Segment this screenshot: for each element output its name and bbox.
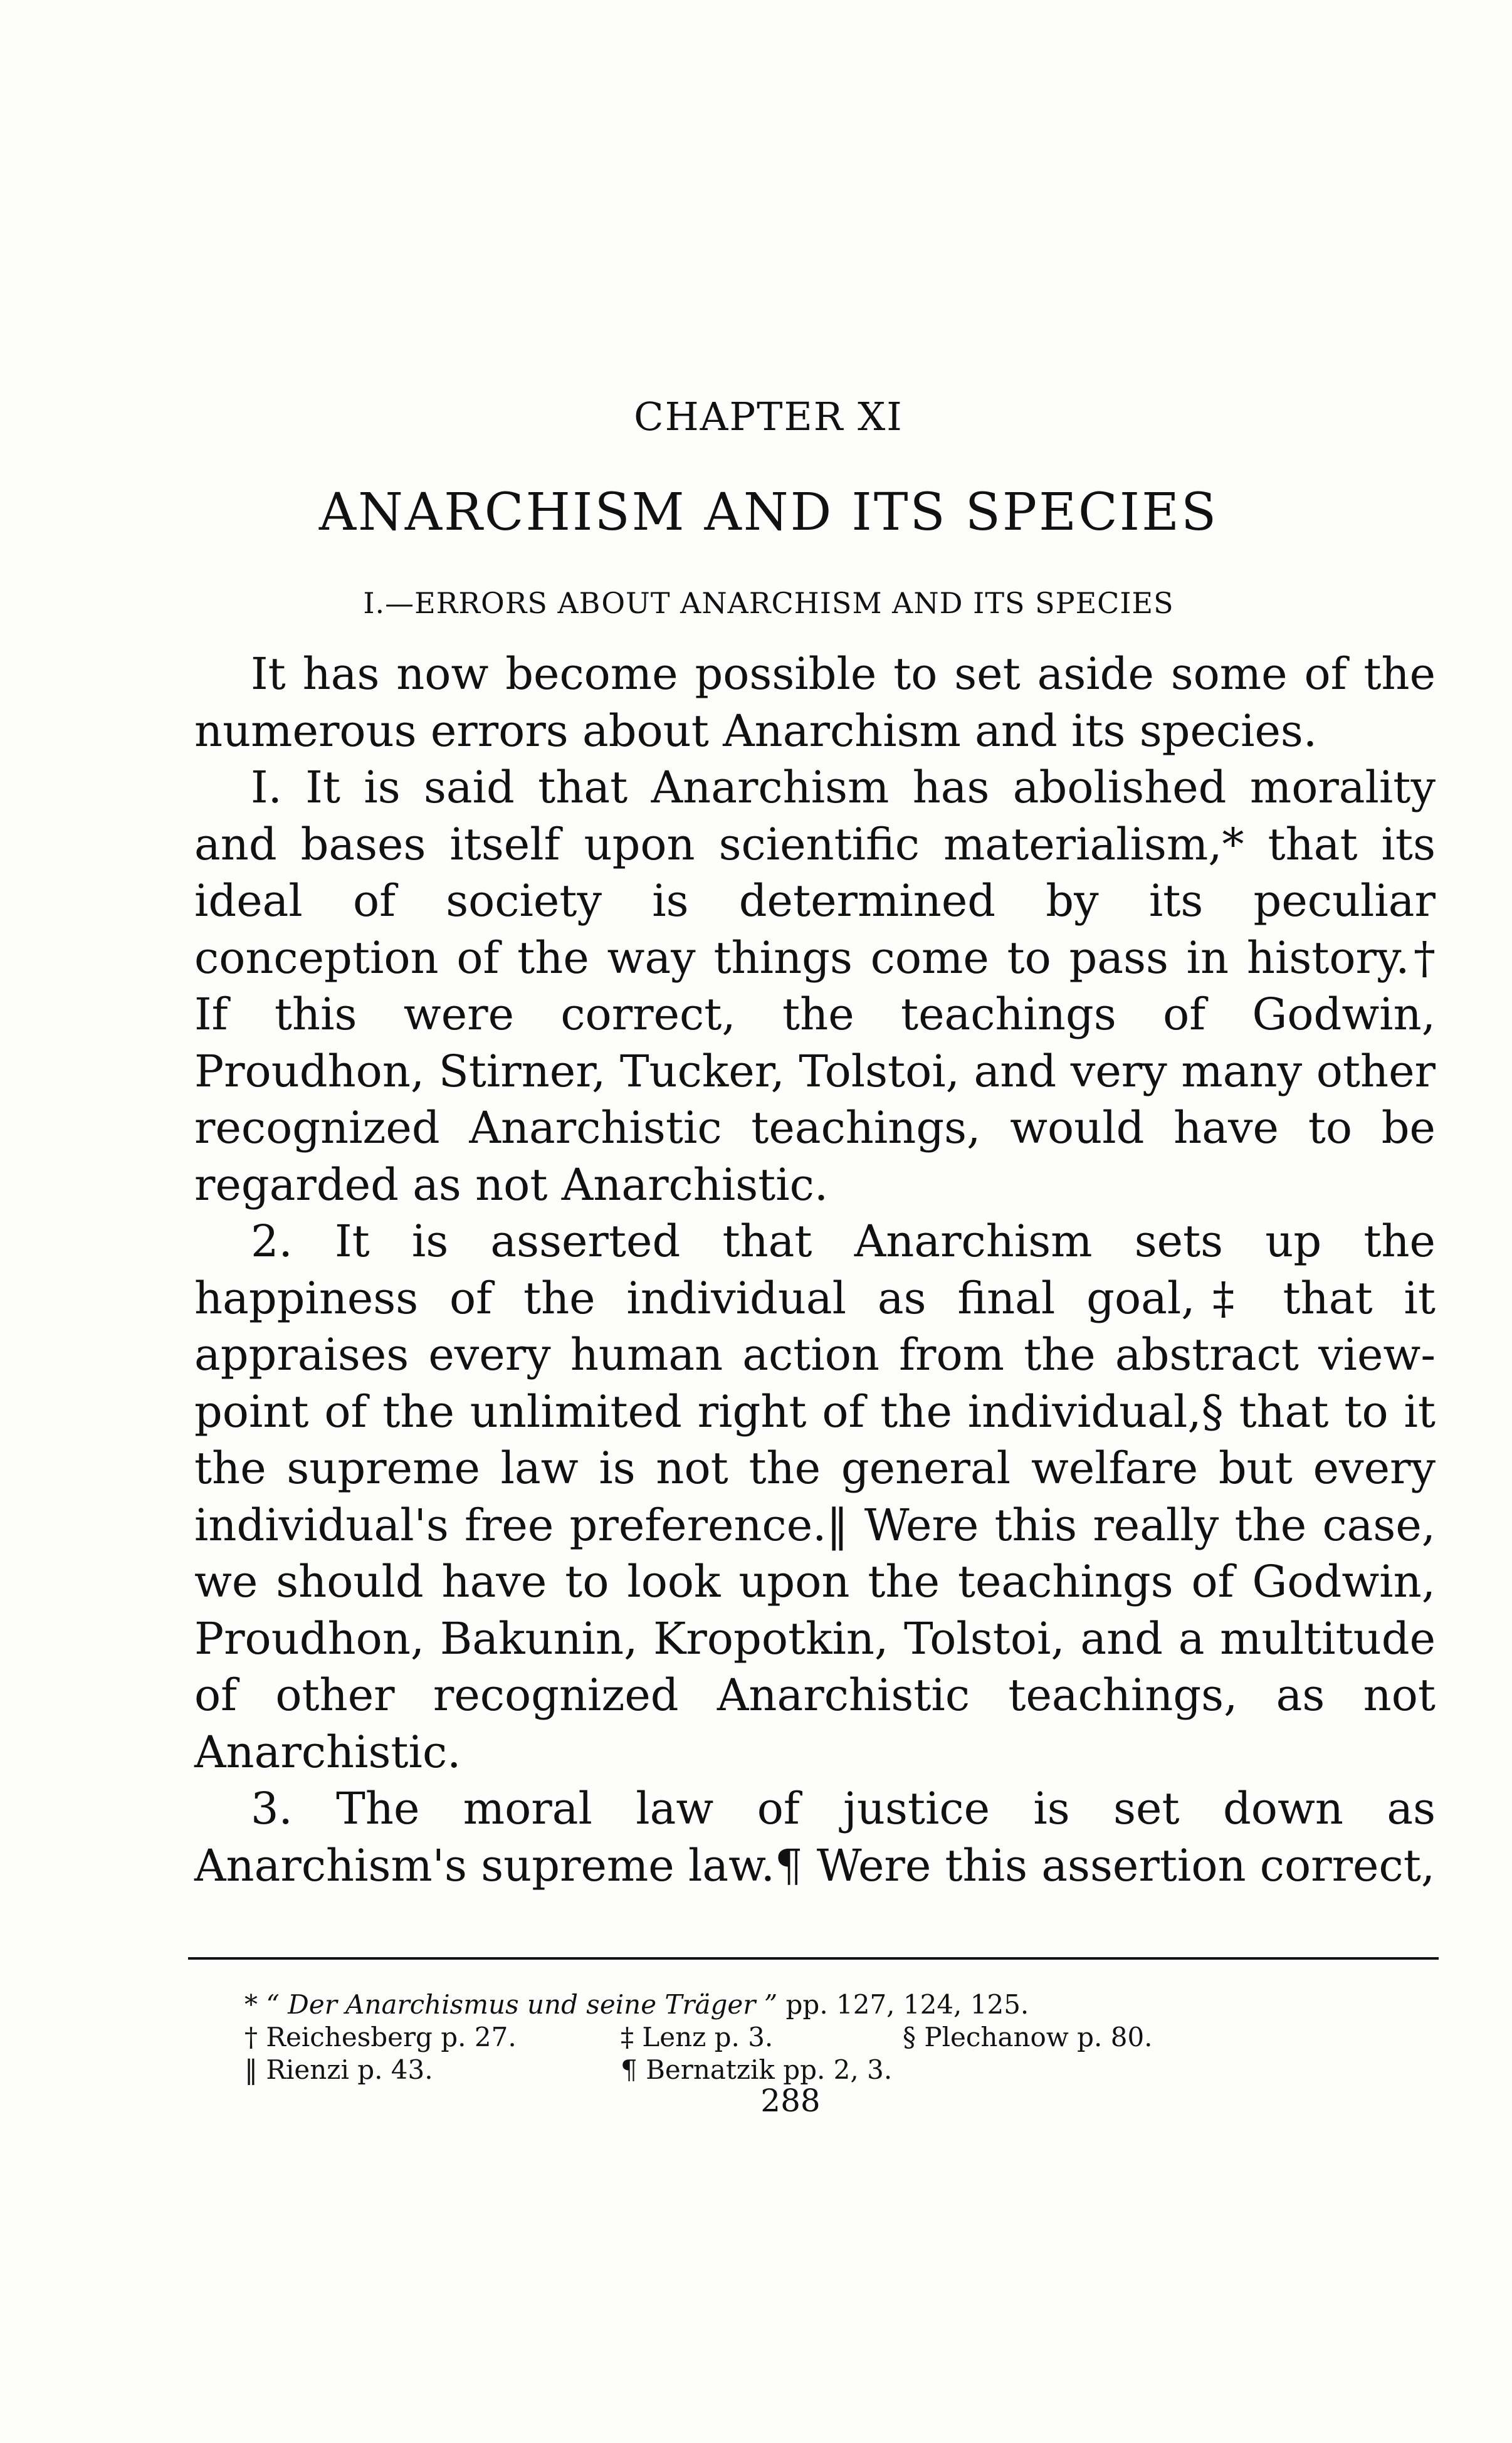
section-heading: I.—ERRORS ABOUT ANARCHISM AND ITS SPECIES [363,586,1174,620]
footnote-title: “ Der Anarchismus und seine Träger ” [266,1989,778,2020]
footnote-plechanow: § Plechanow p. 80. [903,2022,1153,2052]
footnote-line [244,2054,1436,2086]
footnote-pages: pp. 127, 124, 125. [785,1989,1029,2020]
footnote-bernatzik: ¶ Bernatzik pp. 2, 3. [621,2054,893,2085]
footnote-reichesberg: † Reichesberg p. 27. [244,2022,517,2052]
body-text [194,646,1436,1894]
footnote-line [244,2021,1436,2054]
footnote-rule [188,1957,1439,1960]
chapter-label: CHAPTER XI [634,394,903,439]
footnote-lenz: ‡ Lenz p. 3. [621,2022,774,2052]
paragraph-point-1: I. It is said that Anarchism has abolished morality and bases itself upon scientific materialism,* that its ideal of society is determined by its peculiar conception of the way things come to pass in history.† If this were correct, the teachings of Godwin, Proudhon, Stirner, Tucker, Tolstoi, and very many other recognized Anarchistic teachings, would have to be regarded as not Anarchistic. [194,762,1436,1211]
paragraph-point-3: 3. The moral law of justice is set down as Anarchism's supreme law.¶ Were this assertion correct, [194,1783,1436,1891]
footnote-rienzi: ‖ Rienzi p. 43. [244,2054,433,2085]
paragraph-point-2: 2. It is asserted that Anarchism sets up the happiness of the individual as final goal,‡ that it appraises every human action from the abstract view-point of the unlimited right of the individual,§ that to it the supreme law is not the general welfare but every individual's free preference.‖ Were this really the case, we should have to look upon the teachings of Godwin, Proudhon, Bakunin, Kropotkin, Tolstoi, and a multitude of other recognized Anarchistic teachings, as not Anarchistic. [194,1216,1436,1778]
chapter-title: ANARCHISM AND ITS SPECIES [318,483,1219,542]
footnotes [244,1989,1436,2086]
footnote-mark: * [244,1989,258,2020]
page-number: 288 [760,2083,821,2119]
paragraph-intro: It has now become possible to set aside some of the numerous errors about Anarchism and its species. [194,648,1436,757]
footnote-line [244,1989,1436,2021]
